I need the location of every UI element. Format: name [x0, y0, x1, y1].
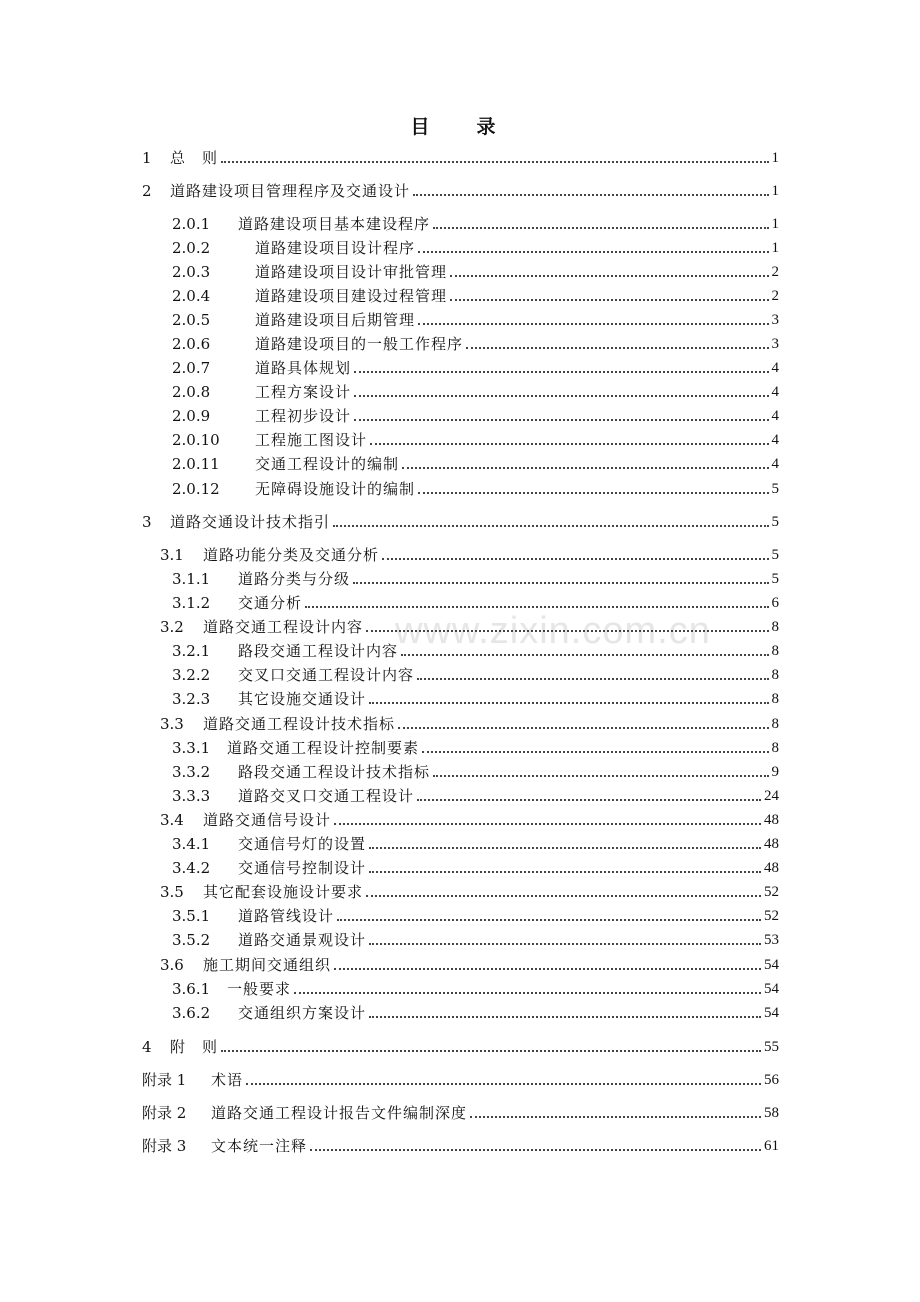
- leader-dots: [433, 775, 768, 777]
- toc-page: 48: [764, 860, 779, 876]
- toc-number: 附录 2: [142, 1104, 187, 1122]
- leader-dots: [221, 161, 768, 163]
- toc-entry[interactable]: [0, 147, 920, 169]
- toc-title: 术语: [211, 1071, 244, 1089]
- toc-page: 4: [771, 432, 779, 448]
- toc-title: 道路交通景观设计: [238, 931, 367, 949]
- toc-number: 3.3.1: [172, 739, 211, 757]
- toc-entry[interactable]: [0, 1135, 920, 1157]
- toc-number: 2: [142, 182, 152, 200]
- toc-entry[interactable]: [0, 785, 920, 807]
- toc-title: 其它配套设施设计要求: [203, 883, 364, 901]
- toc-entry[interactable]: [0, 333, 920, 355]
- toc-title: 道路建设项目后期管理: [255, 311, 416, 329]
- toc-number: 2.0.1: [172, 215, 211, 233]
- leader-dots: [310, 1149, 761, 1151]
- toc-entry[interactable]: [0, 381, 920, 403]
- toc-number: 2.0.3: [172, 263, 211, 281]
- toc-page: 52: [764, 884, 779, 900]
- toc-page: 8: [771, 619, 779, 635]
- toc-page: 54: [764, 1005, 779, 1021]
- toc-entry[interactable]: [0, 664, 920, 686]
- toc-page: 55: [764, 1039, 779, 1055]
- leader-dots: [294, 992, 761, 994]
- toc-number: 2.0.7: [172, 359, 211, 377]
- toc-page: 54: [764, 957, 779, 973]
- leader-dots: [398, 727, 768, 729]
- toc-title: 道路具体规划: [255, 359, 352, 377]
- leader-dots: [370, 443, 768, 445]
- toc-page: 48: [764, 836, 779, 852]
- toc-number: 3.3.3: [172, 787, 211, 805]
- toc-title: 无障碍设施设计的编制: [255, 480, 416, 498]
- leader-dots: [366, 630, 768, 632]
- toc-entry[interactable]: [0, 761, 920, 783]
- leader-dots: [450, 299, 768, 301]
- toc-title: 工程施工图设计: [255, 431, 368, 449]
- toc-title: 道路建设项目建设过程管理: [255, 287, 448, 305]
- toc-page: 3: [771, 336, 779, 352]
- toc-title: 道路交通信号设计: [203, 811, 332, 829]
- toc-number: 3.1.2: [172, 594, 211, 612]
- leader-dots: [246, 1083, 761, 1085]
- leader-dots: [366, 895, 761, 897]
- toc-number: 3.3.2: [172, 763, 211, 781]
- toc-number: 2.0.4: [172, 287, 211, 305]
- toc-number: 3.1: [160, 546, 184, 564]
- toc-title: 路段交通工程设计内容: [238, 642, 399, 660]
- toc-page: 8: [771, 691, 779, 707]
- leader-dots: [337, 919, 761, 921]
- toc-title: 文本统一注释: [211, 1137, 308, 1155]
- toc-page: 1: [771, 183, 779, 199]
- toc-page: 3: [771, 312, 779, 328]
- toc-number: 2.0.6: [172, 335, 211, 353]
- toc-title: 一般要求: [227, 980, 292, 998]
- toc-title: 道路建设项目基本建设程序: [238, 215, 431, 233]
- toc-number: 3.2.1: [172, 642, 211, 660]
- leader-dots: [334, 823, 761, 825]
- toc-number: 3.2: [160, 618, 184, 636]
- toc-page: 24: [764, 788, 779, 804]
- toc-title: 附 则: [170, 1038, 219, 1056]
- toc-entry[interactable]: [0, 688, 920, 710]
- toc-number: 3.6.1: [172, 980, 211, 998]
- toc-number: 3.4: [160, 811, 184, 829]
- toc-number: 3.5.2: [172, 931, 211, 949]
- toc-page: 5: [771, 481, 779, 497]
- toc-number: 3.2.2: [172, 666, 211, 684]
- toc-title: 道路功能分类及交通分析: [203, 546, 380, 564]
- toc-entry[interactable]: [0, 713, 920, 735]
- toc-number: 附录 3: [142, 1137, 187, 1155]
- toc-title: 交通组织方案设计: [238, 1004, 367, 1022]
- toc-number: 2.0.11: [172, 455, 220, 473]
- toc-number: 3: [142, 513, 152, 531]
- toc-title: 施工期间交通组织: [203, 956, 332, 974]
- toc-page: 4: [771, 360, 779, 376]
- toc-number: 2.0.9: [172, 407, 211, 425]
- toc-title: 道路管线设计: [238, 907, 335, 925]
- toc-number: 3.1.1: [172, 570, 211, 588]
- toc-page: 9: [771, 764, 779, 780]
- toc-entry[interactable]: [0, 1002, 920, 1024]
- toc-page: 2: [771, 288, 779, 304]
- leader-dots: [433, 227, 768, 229]
- toc-number: 4: [142, 1038, 152, 1056]
- toc-title: 道路交通工程设计控制要素: [227, 739, 420, 757]
- toc-title: 道路交通设计技术指引: [170, 513, 331, 531]
- toc-page: 8: [771, 740, 779, 756]
- toc-number: 3.4.1: [172, 835, 211, 853]
- toc-page: 5: [771, 547, 779, 563]
- toc-page: 8: [771, 643, 779, 659]
- toc-number: 3.5: [160, 883, 184, 901]
- toc-page: 53: [764, 932, 779, 948]
- page-title: 目 录: [410, 116, 510, 138]
- leader-dots: [466, 347, 768, 349]
- leader-dots: [354, 419, 768, 421]
- toc-entry[interactable]: [0, 544, 920, 566]
- toc-page: 1: [771, 216, 779, 232]
- toc-number: 2.0.12: [172, 480, 220, 498]
- leader-dots: [333, 525, 768, 527]
- leader-dots: [422, 751, 768, 753]
- leader-dots: [470, 1116, 761, 1118]
- toc-title: 道路建设项目设计程序: [255, 239, 416, 257]
- toc-title: 工程方案设计: [255, 383, 352, 401]
- toc-number: 2.0.2: [172, 239, 211, 257]
- toc-entry[interactable]: [0, 180, 920, 202]
- leader-dots: [417, 678, 768, 680]
- toc-page: 56: [764, 1072, 779, 1088]
- toc-entry[interactable]: [0, 857, 920, 879]
- toc-number: 3.6: [160, 956, 184, 974]
- toc-title: 交通信号控制设计: [238, 859, 367, 877]
- leader-dots: [369, 871, 761, 873]
- toc-number: 1: [142, 149, 152, 167]
- toc-number: 3.2.3: [172, 690, 211, 708]
- toc-number: 2.0.8: [172, 383, 211, 401]
- toc-page: 8: [771, 667, 779, 683]
- toc-number: 2.0.10: [172, 431, 220, 449]
- leader-dots: [450, 275, 768, 277]
- toc-entry[interactable]: [0, 478, 920, 500]
- leader-dots: [354, 371, 768, 373]
- watermark: www.zixin.com.cn: [395, 610, 711, 652]
- toc-page: 4: [771, 384, 779, 400]
- leader-dots: [418, 251, 768, 253]
- toc-entry[interactable]: [0, 954, 920, 976]
- toc-title: 交通分析: [238, 594, 303, 612]
- leader-dots: [418, 323, 768, 325]
- toc-title: 道路交叉口交通工程设计: [238, 787, 415, 805]
- leader-dots: [369, 1016, 761, 1018]
- toc-entry[interactable]: [0, 453, 920, 475]
- toc-page: 2: [771, 264, 779, 280]
- toc-entry[interactable]: [0, 357, 920, 379]
- toc-page: 5: [771, 571, 779, 587]
- toc-title: 交通信号灯的设置: [238, 835, 367, 853]
- leader-dots: [305, 606, 768, 608]
- toc-page: 1: [771, 240, 779, 256]
- toc-entry[interactable]: [0, 978, 920, 1000]
- toc-page: 4: [771, 456, 779, 472]
- toc-title: 其它设施交通设计: [238, 690, 367, 708]
- leader-dots: [413, 194, 768, 196]
- toc-title: 交叉口交通工程设计内容: [238, 666, 415, 684]
- leader-dots: [353, 582, 768, 584]
- toc-entry[interactable]: [0, 1069, 920, 1091]
- toc-entry[interactable]: [0, 592, 920, 614]
- toc-title: 道路分类与分级: [238, 570, 351, 588]
- leader-dots: [382, 558, 768, 560]
- toc-page: 4: [771, 408, 779, 424]
- leader-dots: [369, 943, 761, 945]
- toc-page: 6: [771, 595, 779, 611]
- leader-dots: [369, 847, 761, 849]
- toc-page: 54: [764, 981, 779, 997]
- toc-page: 52: [764, 908, 779, 924]
- toc-title: 工程初步设计: [255, 407, 352, 425]
- toc-entry[interactable]: [0, 616, 920, 638]
- toc-entry[interactable]: [0, 640, 920, 662]
- toc-title: 道路交通工程设计技术指标: [203, 715, 396, 733]
- toc-entry[interactable]: [0, 905, 920, 927]
- toc-title: 总 则: [170, 149, 219, 167]
- toc-page: 58: [764, 1105, 779, 1121]
- toc-entry[interactable]: [0, 881, 920, 903]
- toc-entry[interactable]: [0, 405, 920, 427]
- toc-entry[interactable]: [0, 429, 920, 451]
- leader-dots: [369, 702, 768, 704]
- toc-entry[interactable]: [0, 568, 920, 590]
- toc-page: 1: [771, 150, 779, 166]
- leader-dots: [221, 1050, 761, 1052]
- leader-dots: [418, 492, 768, 494]
- toc-page: 8: [771, 716, 779, 732]
- toc-number: 3.3: [160, 715, 184, 733]
- toc-page: 5: [771, 514, 779, 530]
- toc-entry[interactable]: [0, 237, 920, 259]
- toc-entry[interactable]: [0, 309, 920, 331]
- toc-title: 道路建设项目的一般工作程序: [255, 335, 464, 353]
- toc-number: 3.6.2: [172, 1004, 211, 1022]
- toc-title: 路段交通工程设计技术指标: [238, 763, 431, 781]
- toc-entry[interactable]: [0, 213, 920, 235]
- toc-number: 3.4.2: [172, 859, 211, 877]
- toc-number: 2.0.5: [172, 311, 211, 329]
- toc-title: 道路建设项目管理程序及交通设计: [170, 182, 411, 200]
- toc-page: 61: [764, 1138, 779, 1154]
- toc-entry[interactable]: [0, 1102, 920, 1124]
- toc-entry[interactable]: [0, 261, 920, 283]
- toc-page: 48: [764, 812, 779, 828]
- leader-dots: [402, 467, 768, 469]
- toc-title: 道路交通工程设计内容: [203, 618, 364, 636]
- leader-dots: [354, 395, 768, 397]
- toc-entry[interactable]: [0, 737, 920, 759]
- toc-number: 附录 1: [142, 1071, 187, 1089]
- toc-entry[interactable]: [0, 285, 920, 307]
- toc-entry[interactable]: [0, 833, 920, 855]
- leader-dots: [334, 968, 761, 970]
- toc-entry[interactable]: [0, 809, 920, 831]
- toc-title: 道路交通工程设计报告文件编制深度: [211, 1104, 468, 1122]
- toc-entry[interactable]: [0, 1036, 920, 1058]
- toc-title: 交通工程设计的编制: [255, 455, 400, 473]
- toc-title: 道路建设项目设计审批管理: [255, 263, 448, 281]
- leader-dots: [401, 654, 768, 656]
- toc-number: 3.5.1: [172, 907, 211, 925]
- toc-entry[interactable]: [0, 929, 920, 951]
- toc-entry[interactable]: [0, 511, 920, 533]
- leader-dots: [417, 799, 761, 801]
